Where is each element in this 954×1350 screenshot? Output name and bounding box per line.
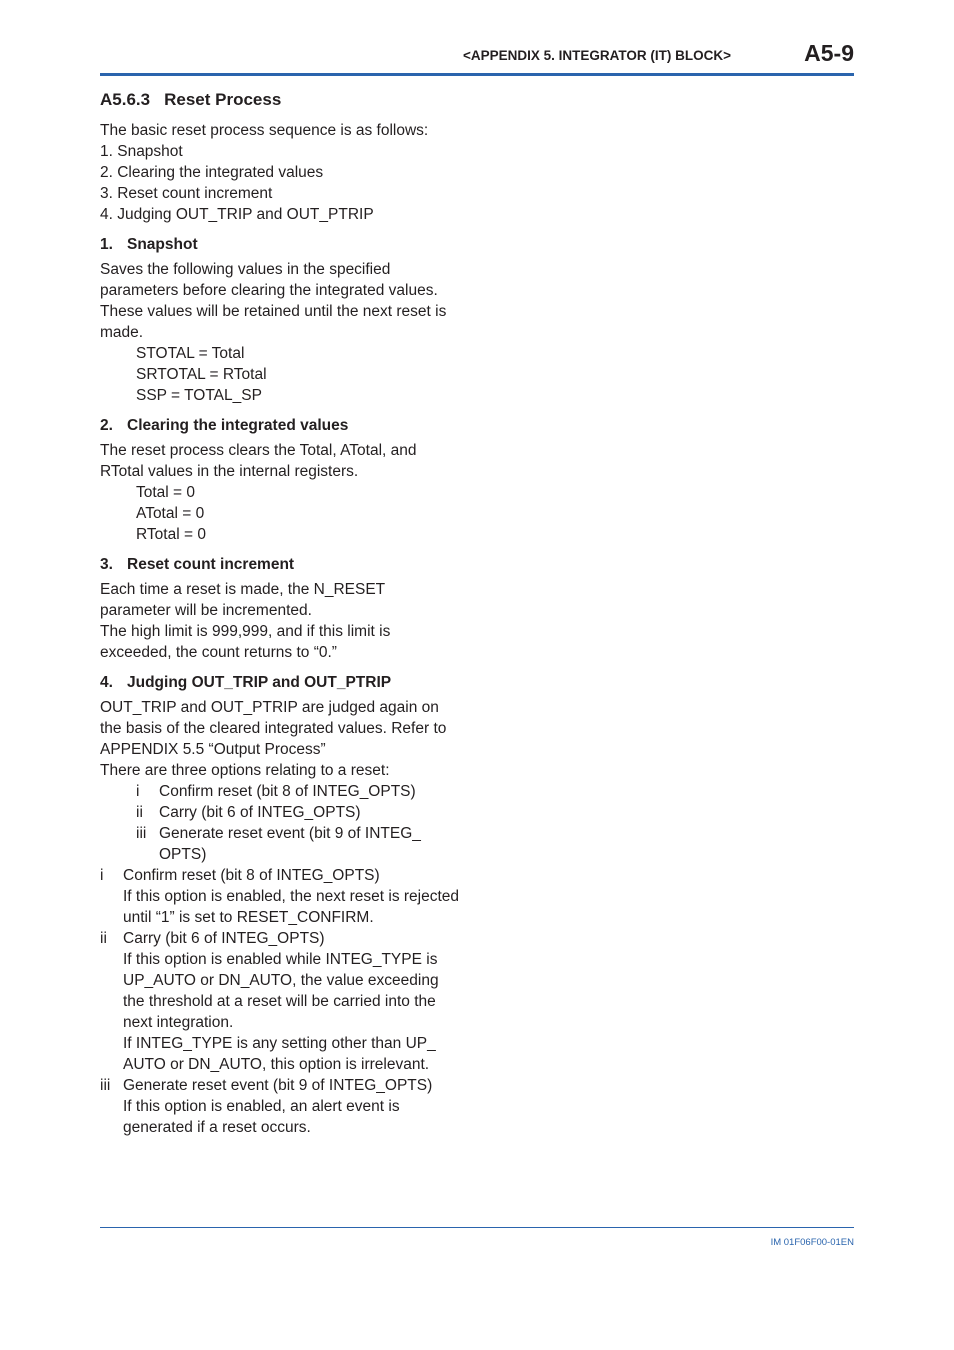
detail-line: Confirm reset (bit 8 of INTEG_OPTS) bbox=[123, 867, 380, 884]
detail-line: If INTEG_TYPE is any setting other than UP_ bbox=[123, 1035, 436, 1052]
detail-marker: i bbox=[100, 867, 104, 884]
detail-line: If this option is enabled while INTEG_TYPE is bbox=[123, 951, 438, 968]
body-line: parameter will be incremented. bbox=[100, 602, 312, 619]
formula-line: STOTAL = Total bbox=[136, 345, 245, 362]
subheading-number: 1. bbox=[100, 236, 113, 253]
body-line: made. bbox=[100, 324, 144, 341]
section-number: A5.6.3 bbox=[100, 90, 151, 109]
header-title: <APPENDIX 5. INTEGRATOR (IT) BLOCK> bbox=[462, 48, 731, 63]
subheading-judging bbox=[100, 672, 460, 693]
header-rule bbox=[100, 73, 854, 76]
body-line: These values will be retained until the next reset is bbox=[100, 303, 447, 320]
option-marker: i bbox=[136, 783, 140, 800]
detail-line: generated if a reset occurs. bbox=[123, 1119, 311, 1136]
section-title bbox=[100, 89, 460, 111]
option-text: Carry (bit 6 of INTEG_OPTS) bbox=[159, 804, 361, 821]
option-item bbox=[100, 823, 460, 865]
detail-item-confirm-reset bbox=[100, 865, 460, 928]
step-line: 3. Reset count increment bbox=[100, 185, 273, 202]
step-line: 1. Snapshot bbox=[100, 143, 183, 160]
detail-line: Carry (bit 6 of INTEG_OPTS) bbox=[123, 930, 325, 947]
body-line: Saves the following values in the specified bbox=[100, 261, 391, 278]
option-item bbox=[100, 802, 460, 823]
option-text: Generate reset event (bit 9 of INTEG_ bbox=[159, 825, 421, 842]
subheading-count bbox=[100, 554, 460, 575]
formula-line: Total = 0 bbox=[136, 484, 196, 501]
subheading-clearing bbox=[100, 415, 460, 436]
formula-line: RTotal = 0 bbox=[136, 526, 206, 543]
subheading-text: Reset count increment bbox=[127, 556, 295, 573]
detail-marker: ii bbox=[100, 930, 107, 947]
step-line: 2. Clearing the integrated values bbox=[100, 164, 324, 181]
detail-line: UP_AUTO or DN_AUTO, the value exceeding bbox=[123, 972, 439, 989]
body-line: the basis of the cleared integrated values. Refer to bbox=[100, 720, 447, 737]
subheading-snapshot bbox=[100, 234, 460, 255]
body-line: APPENDIX 5.5 “Output Process” bbox=[100, 741, 326, 758]
detail-line: next integration. bbox=[123, 1014, 234, 1031]
detail-item-carry bbox=[100, 928, 460, 1075]
detail-line: the threshold at a reset will be carried into the bbox=[123, 993, 436, 1010]
detail-line: If this option is enabled, an alert event is bbox=[123, 1098, 400, 1115]
subheading-number: 4. bbox=[100, 674, 113, 691]
section-intro: The basic reset process sequence is as follows: bbox=[100, 122, 429, 139]
formula-line: SRTOTAL = RTotal bbox=[136, 366, 267, 383]
detail-item-reset-event bbox=[100, 1075, 460, 1138]
body-line: exceeded, the count returns to “0.” bbox=[100, 644, 337, 661]
page-number: A5-9 bbox=[804, 40, 854, 66]
detail-line: If this option is enabled, the next reset is rejected bbox=[123, 888, 460, 905]
page-content bbox=[100, 89, 460, 1138]
body-line: There are three options relating to a reset: bbox=[100, 762, 390, 779]
subheading-text: Judging OUT_TRIP and OUT_PTRIP bbox=[127, 674, 392, 691]
footer-rule bbox=[100, 1227, 854, 1228]
subheading-number: 2. bbox=[100, 417, 113, 434]
detail-line: until “1” is set to RESET_CONFIRM. bbox=[123, 909, 374, 926]
body-line: RTotal values in the internal registers. bbox=[100, 463, 359, 480]
detail-marker: iii bbox=[100, 1077, 111, 1094]
option-item bbox=[100, 781, 460, 802]
body-line: Each time a reset is made, the N_RESET bbox=[100, 581, 386, 598]
body-line: The reset process clears the Total, ATotal, and bbox=[100, 442, 417, 459]
detail-line: AUTO or DN_AUTO, this option is irrelevant. bbox=[123, 1056, 430, 1073]
subheading-text: Snapshot bbox=[127, 236, 198, 253]
body-line: OUT_TRIP and OUT_PTRIP are judged again on bbox=[100, 699, 439, 716]
section-heading: Reset Process bbox=[164, 90, 282, 109]
option-text: Confirm reset (bit 8 of INTEG_OPTS) bbox=[159, 783, 416, 800]
formula-line: SSP = TOTAL_SP bbox=[136, 387, 262, 404]
body-line: parameters before clearing the integrated values. bbox=[100, 282, 438, 299]
detail-line: Generate reset event (bit 9 of INTEG_OPTS) bbox=[123, 1077, 433, 1094]
subheading-number: 3. bbox=[100, 556, 113, 573]
option-marker: ii bbox=[136, 804, 143, 821]
option-marker: iii bbox=[136, 825, 147, 842]
formula-line: ATotal = 0 bbox=[136, 505, 205, 522]
step-line: 4. Judging OUT_TRIP and OUT_PTRIP bbox=[100, 206, 374, 223]
option-text: OPTS) bbox=[159, 846, 207, 863]
subheading-text: Clearing the integrated values bbox=[127, 417, 349, 434]
document-id: IM 01F06F00-01EN bbox=[770, 1237, 854, 1248]
body-line: The high limit is 999,999, and if this limit is bbox=[100, 623, 391, 640]
